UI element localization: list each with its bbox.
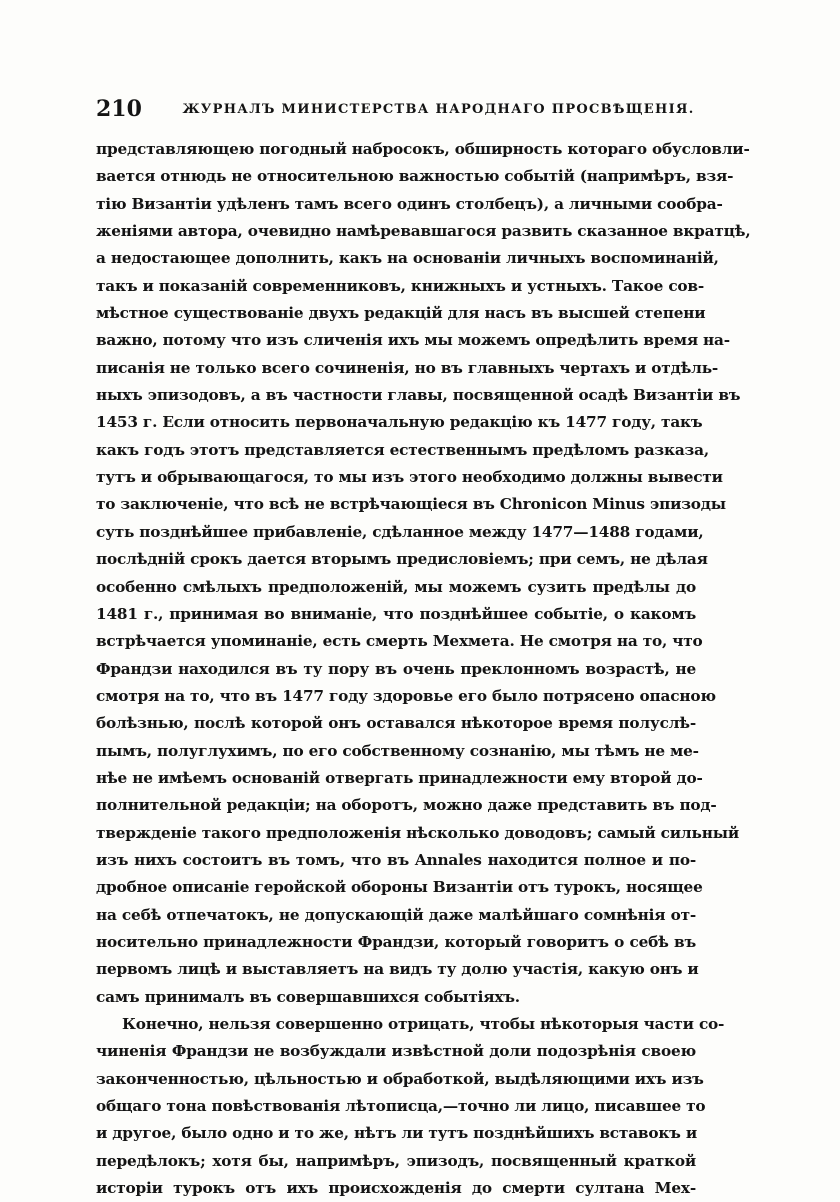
text-line: а недостающее дополнить, какъ на основаніи личныхъ воспоминаній, [96, 249, 719, 268]
body-text [96, 136, 751, 1202]
text-line: представляющею погодный набросокъ, обширность котораго обусловли- [96, 140, 750, 158]
text-line: самъ принималъ въ совершавшихся событіяхъ. [96, 987, 520, 1006]
text-line: 1481 г., принимая во вниманіе, что позднѣйшее событіе, о какомъ [96, 604, 696, 623]
text-line: суть позднѣйшее прибавленіе, сдѣланное между 1477—1488 годами, [96, 522, 704, 541]
text-line: исторіи турокъ отъ ихъ происхожденія до смерти султана Мех- [96, 1179, 696, 1198]
text-line: послѣдній срокъ дается вторымъ предисловіемъ; при семъ, не дѣлая [96, 550, 708, 569]
text-line: носительно принадлежности Франдзи, который говоритъ о себѣ въ [96, 932, 696, 951]
text-line: дробное описаніе геройской обороны Византіи отъ турокъ, носящее [96, 878, 703, 897]
paragraph [96, 1011, 725, 1202]
text-line: какъ годъ этотъ представляется естественнымъ предѣломъ разказа, [96, 440, 709, 459]
text-line: вается отнюдь не относительною важностью событій (напримѣръ, взя- [96, 167, 734, 186]
text-line: твержденіе такого предположенія нѣсколько доводовъ; самый сильный [96, 823, 739, 842]
text-line: смотря на то, что въ 1477 году здоровье его было потрясено опасною [96, 686, 716, 705]
text-line: такъ и показаній современниковъ, книжныхъ и устныхъ. Такое сов- [96, 276, 705, 295]
text-line: передѣлокъ; хотя бы, напримѣръ, эпизодъ, посвященный краткой [96, 1151, 696, 1170]
text-line: мѣстное существованіе двухъ редакцій для насъ въ высшей степени [96, 304, 706, 323]
page-header [96, 94, 716, 124]
text-line: пымъ, полуглухимъ, по его собственному сознанію, мы тѣмъ не ме- [96, 741, 699, 760]
text-line: встрѣчается упоминаніе, есть смерть Мехмета. Не смотря на то, что [96, 632, 703, 651]
text-line: нѣе не имѣемъ основаній отвергать принадлежности ему второй до- [96, 768, 703, 787]
text-line: чиненія Франдзи не возбуждали извѣстной доли подозрѣнія своею [96, 1042, 696, 1061]
paragraph [96, 136, 751, 1011]
text-line: на себѣ отпечатокъ, не допускающій даже малѣйшаго сомнѣнія от- [96, 905, 696, 924]
text-line: общаго тона повѣствованія лѣтописца,—точно ли лицо, писавшее то [96, 1097, 706, 1116]
text-line: законченностью, цѣльностью и обработкой, выдѣляющими ихъ изъ [96, 1069, 704, 1088]
text-line: и другое, было одно и то же, нѣтъ ли тутъ позднѣйшихъ вставокъ и [96, 1124, 697, 1143]
running-title: ЖУРНАЛЪ МИНИСТЕРСТВА НАРОДНАГО ПРОСВѢЩЕНІЯ. [182, 102, 695, 117]
text-line: полнительной редакціи; на оборотъ, можно даже представить въ под- [96, 796, 717, 815]
text-line: писанія не только всего сочиненія, но въ главныхъ чертахъ и отдѣль- [96, 358, 719, 377]
text-line: тію Византіи удѣленъ тамъ всего одинъ столбецъ), а личными сообра- [96, 194, 723, 213]
text-line: особенно смѣлыхъ предположеній, мы можемъ сузить предѣлы до [96, 577, 696, 596]
text-line: важно, потому что изъ сличенія ихъ мы можемъ опредѣлить время на- [96, 331, 730, 350]
text-line: то заключеніе, что всѣ не встрѣчающіеся въ Chronicon Minus эпизоды [96, 495, 726, 514]
text-line: женіями автора, очевидно намѣревавшагося развить сказанное вкратцѣ, [96, 222, 751, 241]
text-line: 1453 г. Если относить первоначальную редакцію къ 1477 году, такъ [96, 413, 703, 432]
text-line: ныхъ эпизодовъ, а въ частности главы, посвященной осадѣ Византіи въ [96, 386, 741, 405]
text-line: Конечно, нельзя совершенно отрицать, чтобы нѣкоторыя части со- [122, 1015, 725, 1033]
text-line: тутъ и обрывающагося, то мы изъ этого необходимо должны вывести [96, 468, 723, 487]
text-line: изъ нихъ состоитъ въ томъ, что въ Annales находится полное и по- [96, 850, 696, 869]
text-line: Франдзи находился въ ту пору въ очень преклонномъ возрастѣ, не [96, 659, 696, 678]
text-line: болѣзнью, послѣ которой онъ оставался нѣкоторое время полуслѣ- [96, 714, 696, 733]
page-number: 210 [96, 96, 142, 122]
text-line: первомъ лицѣ и выставляетъ на видъ ту долю участія, какую онъ и [96, 960, 699, 979]
